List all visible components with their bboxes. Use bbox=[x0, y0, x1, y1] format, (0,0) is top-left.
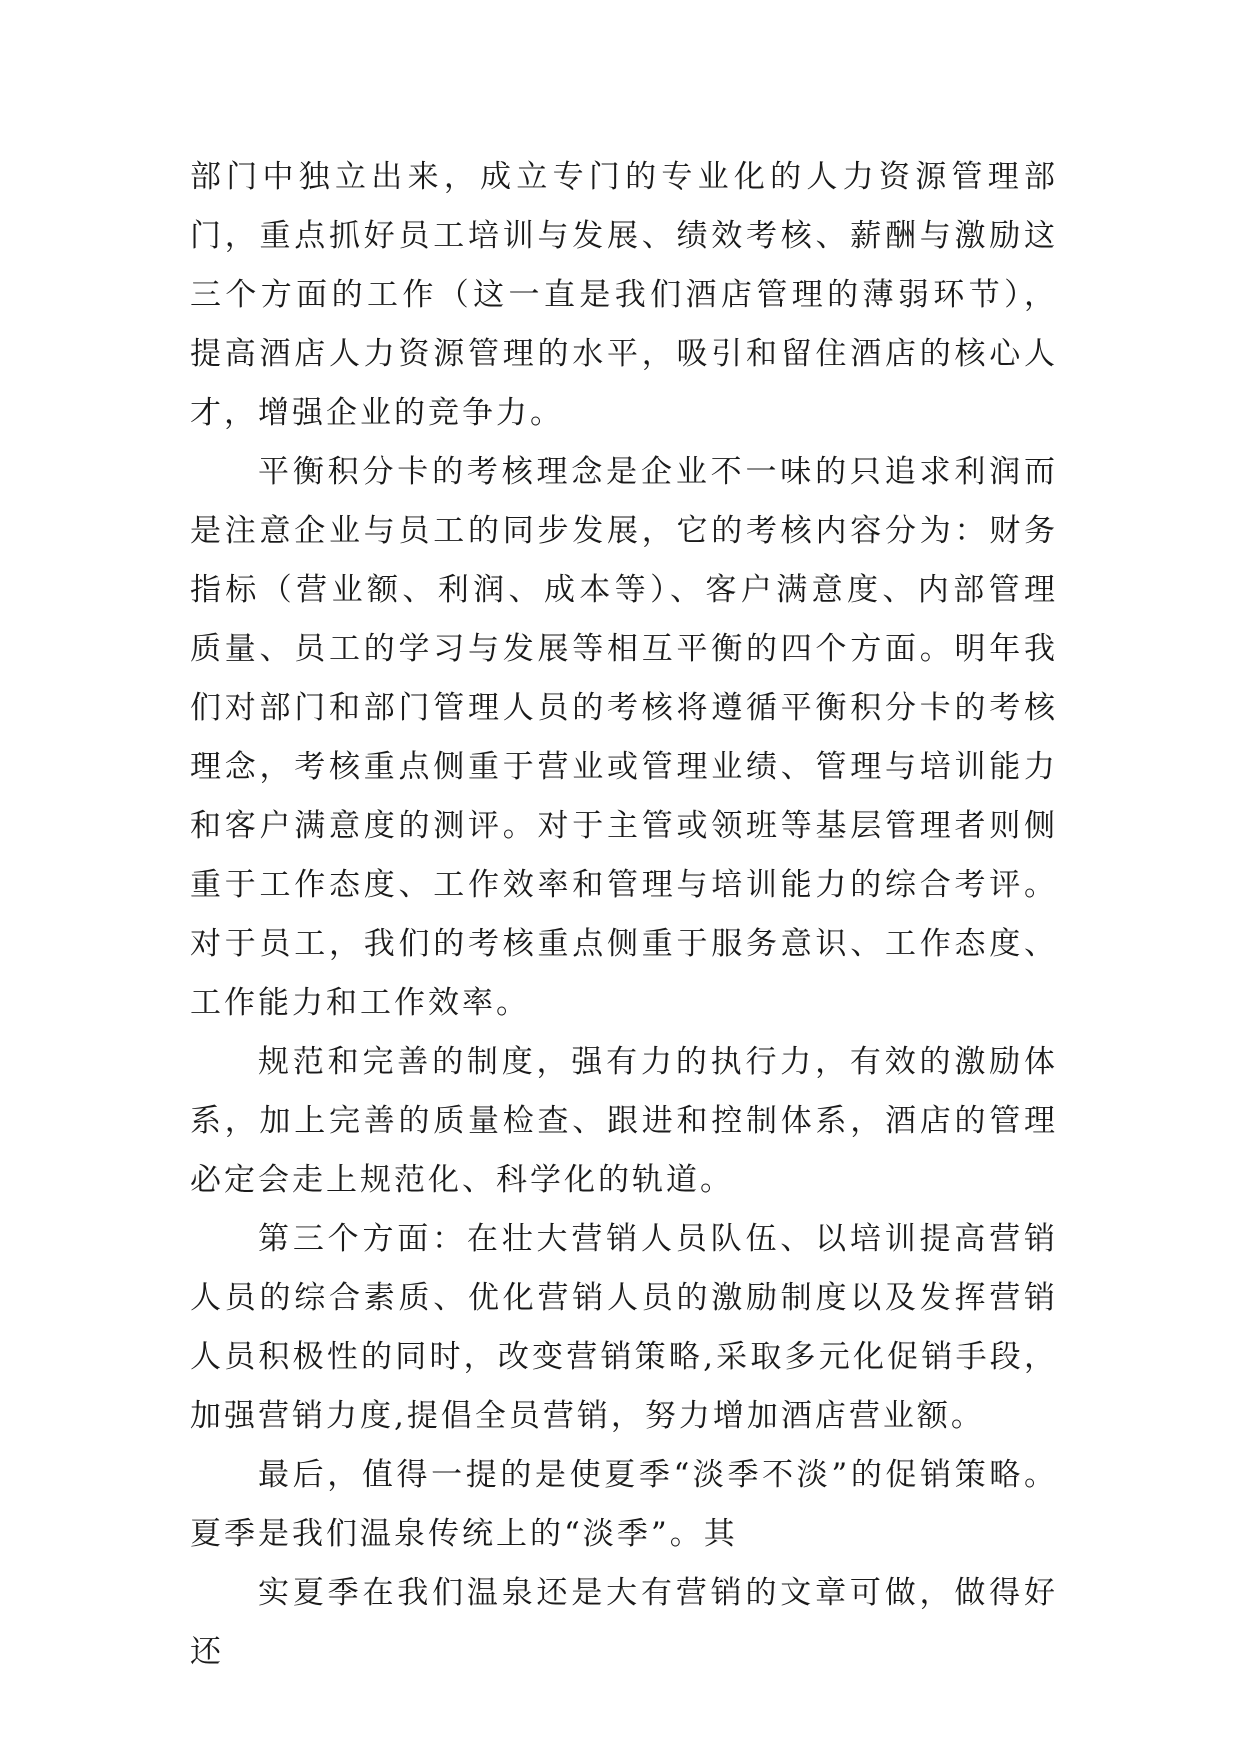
paragraph-summer-continued: 实夏季在我们温泉还是大有营销的文章可做，做得好还 bbox=[190, 1575, 1058, 1670]
document-page bbox=[190, 148, 1058, 1682]
paragraph-balanced-scorecard: 平衡积分卡的考核理念是企业不一味的只追求利润而是注意企业与员工的同步发展，它的考核内容分为：财务指标（营业额、利润、成本等）、客户满意度、内部管理质量、员工的学习与发展等相互平衡的四个方面。明年我们对部门和部门管理人员的考核将遵循平衡积分卡的考核理念，考核重点侧重于营业或管理业绩、管理与培训能力和客户满意度的测评。对于主管或领班等基层管理者则侧重于工作态度、工作效率和管理与培训能力的综合考评。对于员工，我们的考核重点侧重于服务意识、工作态度、工作能力和工作效率。 bbox=[190, 454, 1058, 1021]
paragraph-summer-strategy: 最后，值得一提的是使夏季“淡季不淡”的促销策略。夏季是我们温泉传统上的“淡季”。其 bbox=[190, 1457, 1058, 1552]
paragraph-hr-department: 部门中独立出来，成立专门的专业化的人力资源管理部门，重点抓好员工培训与发展、绩效考核、薪酬与激励这三个方面的工作（这一直是我们酒店管理的薄弱环节），提高酒店人力资源管理的水平，吸引和留住酒店的核心人才，增强企业的竞争力。 bbox=[190, 159, 1058, 431]
paragraph-management-system: 规范和完善的制度，强有力的执行力，有效的激励体系，加上完善的质量检查、跟进和控制体系，酒店的管理必定会走上规范化、科学化的轨道。 bbox=[190, 1044, 1058, 1198]
paragraph-marketing: 第三个方面：在壮大营销人员队伍、以培训提高营销人员的综合素质、优化营销人员的激励制度以及发挥营销人员积极性的同时，改变营销策略,采取多元化促销手段，加强营销力度,提倡全员营销，努力增加酒店营业额。 bbox=[190, 1221, 1058, 1434]
